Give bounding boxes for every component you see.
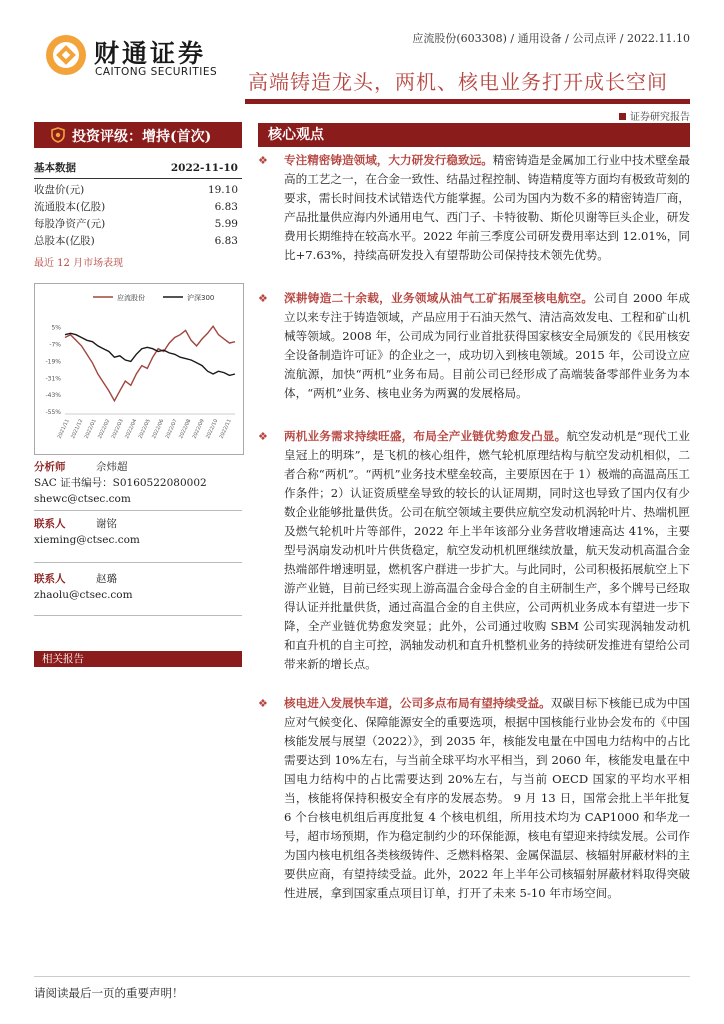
diamond-bullet-icon: ❖	[258, 430, 268, 443]
table-row	[34, 199, 242, 216]
stat-label: 流通股本(亿股)	[34, 201, 106, 213]
basic-data-date: 2022-11-10	[170, 162, 238, 174]
y-tick-label: -19%	[45, 358, 61, 366]
x-tick-label: 2021/11	[56, 418, 71, 440]
paragraph-body: 双碳目标下核能已成为中国应对气候变化、保障能源安全的重要选项，根据中国核能行业协会发布的《中国核能发展与展望（2022）》，到 2035 年，核能发电量在中国电力结构中的占比需要达到 10%左右，与当前全球平均水平相当，到 2060 年，核能发电量在中国电力结构中的占比需要达到 20%左右，与当前 OECD 国家的平均水平相当，核能将保持积极安全有序的发展态势。 9 月 13 日，国常会批上半年批复 6 个台核电机组后再度批复 4 个核电机组，所用技术均为 CAP1000 和华龙一号，超市场预期，作为稳定制约少的环保能源，核电有望迎来持续发展。公司作为国内核电机组各类核级铸件、乏燃料格架、金属保温层、核辐射屏蔽材料的主要供应商，有望持续受益。此外，2022 年上半年公司核辐射屏蔽材料取得突破性进展，拿到国家重点项目订单，打开了未来 5-10 年市场空间。	[284, 696, 690, 900]
table-row	[34, 233, 242, 250]
related-reports-bar: 相关报告	[34, 651, 242, 667]
y-tick-label: -7%	[49, 341, 61, 349]
analyst-block	[34, 459, 242, 507]
stat-label: 收盘价(元)	[34, 184, 85, 196]
stat-value: 6.83	[214, 201, 238, 213]
stat-value: 6.83	[214, 235, 238, 247]
chart-series	[65, 326, 235, 401]
paragraph-heading: 专注精密铸造领域，大力研发行稳致远。	[284, 153, 493, 167]
analyst-role: 分析师	[34, 461, 66, 473]
company-logo-icon	[44, 33, 88, 77]
stat-value: 5.99	[214, 218, 238, 230]
basic-data-heading: 基本数据	[34, 162, 76, 174]
square-bullet-icon	[619, 113, 626, 120]
core-paragraph	[258, 427, 690, 674]
diamond-bullet-icon: ❖	[258, 154, 268, 167]
y-tick-label: -31%	[45, 375, 61, 383]
basic-data-table	[34, 160, 242, 250]
contact-role: 联系人	[34, 518, 66, 530]
y-tick-label: 5%	[51, 324, 61, 332]
analyst-cert: SAC 证书编号：S0160522080002	[34, 477, 207, 489]
contact-email[interactable]: zhaolu@ctsec.com	[34, 589, 133, 601]
divider	[34, 510, 242, 511]
x-tick-label: 2022/09	[191, 418, 206, 440]
paragraph-body: 公司自 2000 年成立以来专注于铸造领域，产品应用于石油天然气、清洁高效发电、工程和矿山机械等领域。2008 年，公司成为同行业首批获得国家核安全局颁发的《民用核安全设备制造许可证》的企业之一，成功切入到核电领域。2015 年，公司设立应流航源，加快“两机”业务布局。目前公司已经形成了高端装备零部件业务为本体，“两机”业务、核电业务为两翼的发展格局。	[284, 291, 690, 400]
core-paragraph	[258, 151, 690, 265]
header-rule	[245, 99, 690, 104]
contact-role: 联系人	[34, 573, 66, 585]
x-tick-label: 2022/04	[124, 418, 139, 440]
x-tick-label: 2022/03	[110, 418, 125, 440]
x-axis	[57, 418, 233, 439]
core-paragraph	[258, 694, 690, 903]
x-tick-label: 2021/12	[70, 418, 85, 440]
analyst-email[interactable]: shewc@ctsec.com	[34, 493, 131, 505]
price-chart	[34, 283, 244, 455]
price-chart-svg	[35, 284, 243, 454]
x-tick-label: 2022/08	[178, 418, 193, 440]
contact-name: 谢铭	[96, 518, 117, 530]
basic-data-header	[34, 160, 242, 179]
paragraph-heading: 核电进入发展快车道，公司多点布局有望持续受益。	[284, 696, 551, 710]
table-row	[34, 216, 242, 233]
y-tick-label: -55%	[45, 409, 61, 416]
logo-text-cn: 财通证券	[94, 39, 207, 68]
rating-box	[34, 122, 242, 148]
report-type	[619, 108, 690, 123]
x-tick-label: 2022/07	[164, 418, 179, 440]
stat-value: 19.10	[207, 184, 238, 196]
x-tick-label: 2022/05	[137, 418, 152, 440]
divider	[34, 615, 242, 616]
x-tick-label: 2022/02	[97, 418, 112, 440]
paragraph-heading: 深耕铸造二十余载，业务领域从油气工矿拓展至核电航空。	[284, 291, 594, 305]
footer-disclaimer-note: 请阅读最后一页的重要声明！	[34, 986, 184, 1000]
series-line-stock	[65, 326, 235, 401]
y-tick-label: -43%	[45, 392, 61, 400]
stat-label: 总股本(亿股)	[34, 235, 95, 247]
report-title: 高端铸造龙头，两机、核电业务打开成长空间	[248, 70, 668, 94]
table-row	[34, 182, 242, 199]
legend-label-stock: 应流股份	[117, 294, 145, 302]
analyst-name: 佘炜超	[96, 461, 128, 473]
paragraph-body: 精密铸造是金属加工行业中技术壁垒最高的工艺之一，在合金一致性、结晶过程控制、铸造精度等方面均有极致苛刻的要求，需长时间技术试错迭代方能掌握。公司为国内为数不多的精密铸造厂商，产品批量供应海内外通用电气、西门子、卡特彼勒、斯伦贝谢等巨头企业，研发费用长期维持在较高水平。2022 年前三季度公司研发费用率达到 12.01%，同比+7.63%，持续高研发投入有望帮助公司保持技术领先优势。	[284, 153, 690, 262]
footer-rule	[34, 976, 690, 977]
contact-name: 赵璐	[96, 573, 117, 585]
stat-label: 每股净资产(元)	[34, 218, 106, 230]
report-meta: 应流股份(603308) / 通用设备 / 公司点评 / 2022.11.10	[412, 32, 690, 45]
x-tick-label: 2022/06	[151, 418, 166, 440]
paragraph-heading: 两机业务需求持续旺盛，布局全产业链优势愈发凸显。	[284, 429, 567, 443]
chart-legend	[93, 293, 214, 302]
contact-block	[34, 571, 242, 603]
divider	[34, 562, 242, 563]
core-paragraph	[258, 289, 690, 403]
diamond-bullet-icon: ❖	[258, 697, 268, 710]
series-line-index	[65, 333, 235, 375]
x-tick-label: 2022/11	[218, 418, 233, 440]
diamond-bullet-icon: ❖	[258, 292, 268, 305]
report-type-label: 证券研究报告	[630, 112, 690, 123]
market-performance-label: 最近 12 月市场表现	[34, 258, 124, 269]
x-tick-label: 2022/10	[205, 418, 220, 440]
contact-block	[34, 516, 242, 548]
core-views-heading: 核心观点	[258, 123, 690, 147]
logo-text-en: CAITONG SECURITIES	[95, 66, 218, 78]
contact-email[interactable]: xieming@ctsec.com	[34, 534, 140, 546]
paragraph-body: 航空发动机是“现代工业皇冠上的明珠”，是飞机的核心组件，燃气轮机原理结构与航空发动机相似，二者合称“两机”。“两机”业务技术壁垒较高，主要原因在于 1）极端的高温高压工作条件；2）认证资质壁垒导致的较长的认证周期，同时这也导致了国内仅有少数企业能够批量供货。公司在航空领域主要供应航空发动机涡轮叶片、热端机匣及燃气轮机叶片等部件，2022 年上半年该部分业务营收增速高达 41%，主要型号涡扇发动机叶片供货稳定，航空发动机机匣继续放量，航天发动机高温合金热端部件增速明显，燃机客户群进一步扩大。与此同时，公司积极拓展航空上下游产业链，目前已经实现上游高温合金母合金的自主研制生产，多个牌号已经取得认证并批量供货，通过高温合金的自主供应，公司两机业务成本有望进一步下降，全产业链优势愈发突显；此外，公司通过收购 SBM 公司实现涡轴发动机和直升机的自主可控，涡轴发动机和直升机整机业务的持续研发推进有望给公司带来新的增长点。	[284, 429, 690, 671]
rating-label: 投资评级：增持(首次)	[72, 129, 212, 145]
legend-label-index: 沪深300	[187, 294, 215, 302]
x-tick-label: 2022/01	[83, 418, 98, 440]
shield-icon	[51, 127, 65, 143]
